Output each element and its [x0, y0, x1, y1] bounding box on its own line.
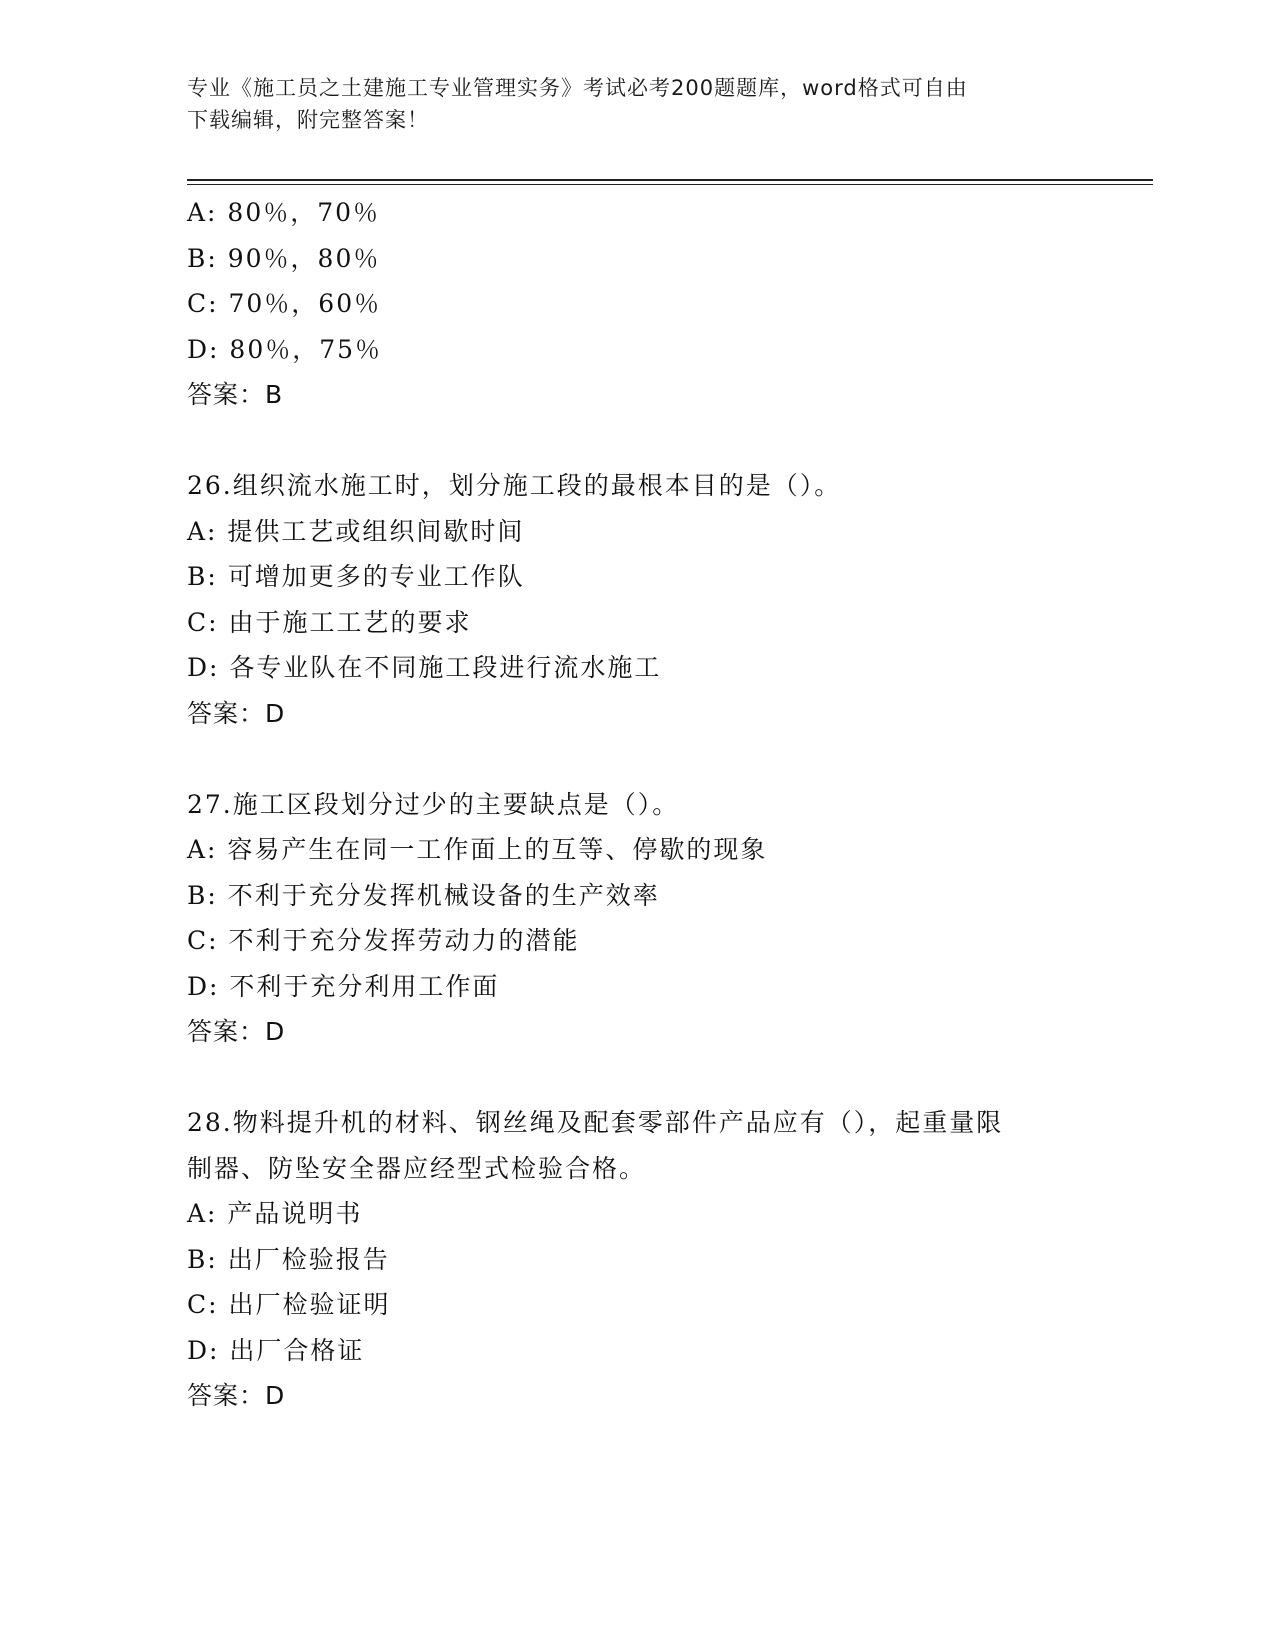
header-divider-thin: [187, 184, 1153, 185]
question-25: [187, 190, 1107, 418]
option-c: C: 出厂检验证明: [187, 1290, 391, 1319]
answer-line: 答案：B: [187, 380, 284, 409]
question-list: [187, 190, 1107, 1419]
option-d: D: 各专业队在不同施工段进行流水施工: [187, 653, 662, 682]
option-b: B: 不利于充分发挥机械设备的生产效率: [187, 880, 660, 910]
option-a: A: 提供工艺或组织间歇时间: [187, 516, 525, 546]
option-d: D: 不利于充分利用工作面: [187, 971, 500, 1001]
question-stem: 27.施工区段划分过少的主要缺点是（）。: [187, 789, 680, 819]
question-26: [187, 463, 1107, 736]
answer-line: 答案：D: [187, 698, 286, 728]
question-stem-line-2: 制器、防坠安全器应经型式检验合格。: [187, 1153, 647, 1183]
answer-line: 答案：D: [187, 1017, 286, 1046]
answer-line: 答案：D: [187, 1381, 286, 1410]
option-c: C: 不利于充分发挥劳动力的潜能: [187, 926, 580, 955]
option-c: C: 由于施工工艺的要求: [187, 607, 472, 637]
spacer: [187, 736, 1107, 782]
option-d: D: 出厂合格证: [187, 1335, 365, 1365]
option-b: B: 出厂检验报告: [187, 1244, 390, 1274]
option-a: A: 80％，70％: [187, 198, 381, 227]
question-28: [187, 1100, 1107, 1419]
spacer: [187, 1055, 1107, 1101]
question-stem-line-1: 28.物料提升机的材料、钢丝绳及配套零部件产品应有（），起重量限: [187, 1108, 1004, 1137]
question-27: [187, 782, 1107, 1055]
option-a: A: 容易产生在同一工作面上的互等、停歇的现象: [187, 835, 768, 864]
option-a: A: 产品说明书: [187, 1199, 363, 1228]
spacer: [187, 418, 1107, 464]
header-divider-thick: [187, 179, 1153, 181]
header-line-2: 下载编辑，附完整答案！: [187, 108, 429, 132]
header-line-1: 专业《施工员之土建施工专业管理实务》考试必考200题题库，word格式可自由: [187, 76, 968, 100]
question-stem: 26.组织流水施工时，划分施工段的最根本目的是（）。: [187, 471, 842, 500]
document-header: [187, 72, 1067, 136]
option-b: B: 90％，80％: [187, 243, 381, 273]
option-b: B: 可增加更多的专业工作队: [187, 562, 525, 591]
option-c: C: 70％，60％: [187, 289, 382, 318]
option-d: D: 80％，75％: [187, 334, 383, 364]
